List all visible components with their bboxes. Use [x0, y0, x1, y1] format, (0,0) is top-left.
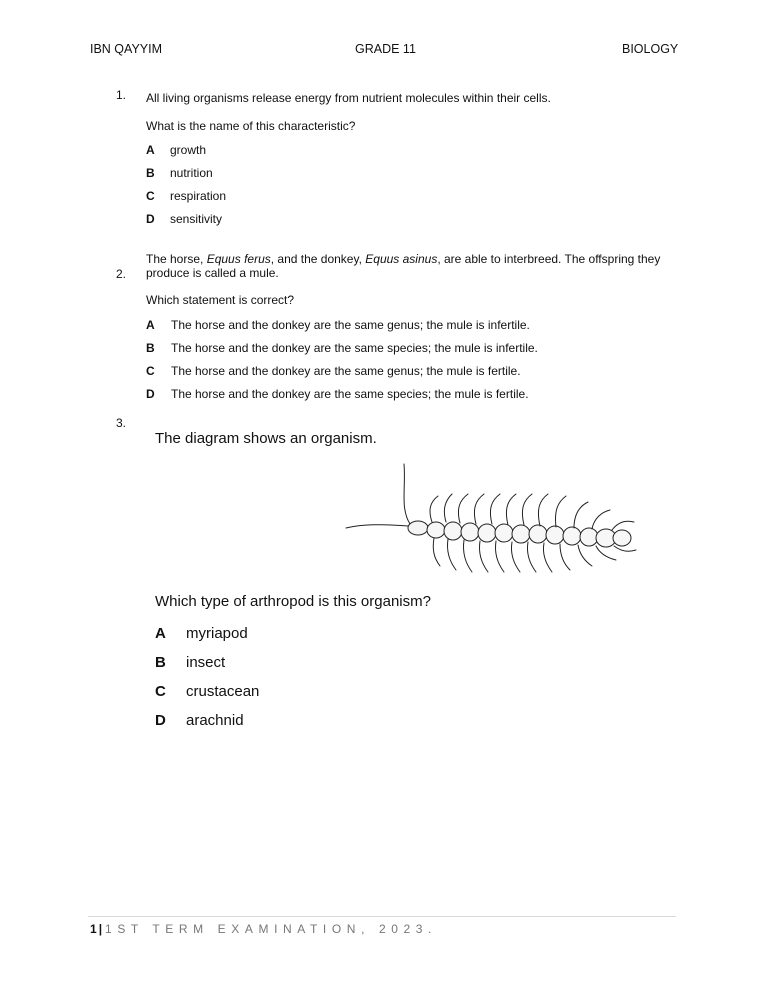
donkey-species-name: Equus asinus [365, 252, 438, 266]
question-1-number: 1. [116, 88, 127, 102]
centipede-drawing [346, 464, 636, 572]
q2-option-d-text: The horse and the donkey are the same species; the mule is fertile. [171, 387, 529, 401]
horse-species-name: Equus ferus [206, 252, 271, 266]
q2-option-c-letter: C [146, 364, 155, 378]
q2-option-a-letter: A [146, 318, 155, 332]
q3-option-b-letter: B [155, 654, 166, 671]
q3-option-c-letter: C [155, 683, 166, 700]
q1-option-b-letter: B [146, 166, 155, 180]
q3-option-b-text: insect [186, 654, 226, 671]
q1-option-c-text: respiration [170, 189, 227, 203]
question-3-number: 3. [116, 416, 127, 430]
footer-divider [88, 916, 676, 917]
q3-option-c-text: crustacean [186, 683, 260, 700]
question-2-prompt: Which statement is correct? [146, 293, 295, 307]
footer-separator: | [98, 922, 103, 936]
header-grade: GRADE 11 [355, 42, 416, 56]
centipede-diagram [342, 458, 638, 580]
header-school: IBN QAYYIM [90, 42, 163, 56]
question-2-number: 2. [116, 267, 127, 281]
q1-option-b-text: nutrition [170, 166, 213, 180]
q1-option-d-letter: D [146, 212, 155, 226]
footer [90, 922, 437, 936]
question-2-stem-line2: produce is called a mule. [146, 266, 279, 280]
q3-option-a-letter: A [155, 625, 166, 642]
q2-option-c-text: The horse and the donkey are the same genus; the mule is fertile. [171, 364, 521, 378]
question-3-stem: The diagram shows an organism. [155, 430, 377, 447]
question-1-prompt: What is the name of this characteristic? [146, 119, 356, 133]
q3-option-d-letter: D [155, 712, 166, 729]
q3-option-d-text: arachnid [186, 712, 244, 729]
q2-option-d-letter: D [146, 387, 155, 401]
q2-option-a-text: The horse and the donkey are the same genus; the mule is infertile. [171, 318, 530, 332]
page-number: 1 [90, 922, 97, 936]
q1-option-a-text: growth [170, 143, 207, 157]
header-subject: BIOLOGY [622, 42, 679, 56]
q1-option-c-letter: C [146, 189, 155, 203]
q1-option-a-letter: A [146, 143, 155, 157]
footer-title: 1ST TERM EXAMINATION, 2023. [105, 922, 437, 936]
q2-option-b-text: The horse and the donkey are the same species; the mule is infertile. [171, 341, 538, 355]
question-2-stem-line1: The horse, Equus ferus, and the donkey, Equus asinus, are able to interbreed. The offspring they [146, 252, 661, 266]
question-3-prompt: Which type of arthropod is this organism? [155, 593, 431, 610]
q2-option-b-letter: B [146, 341, 155, 355]
q3-option-a-text: myriapod [186, 625, 248, 642]
q1-option-d-text: sensitivity [170, 212, 223, 226]
question-1-stem: All living organisms release energy from nutrient molecules within their cells. [146, 91, 551, 105]
